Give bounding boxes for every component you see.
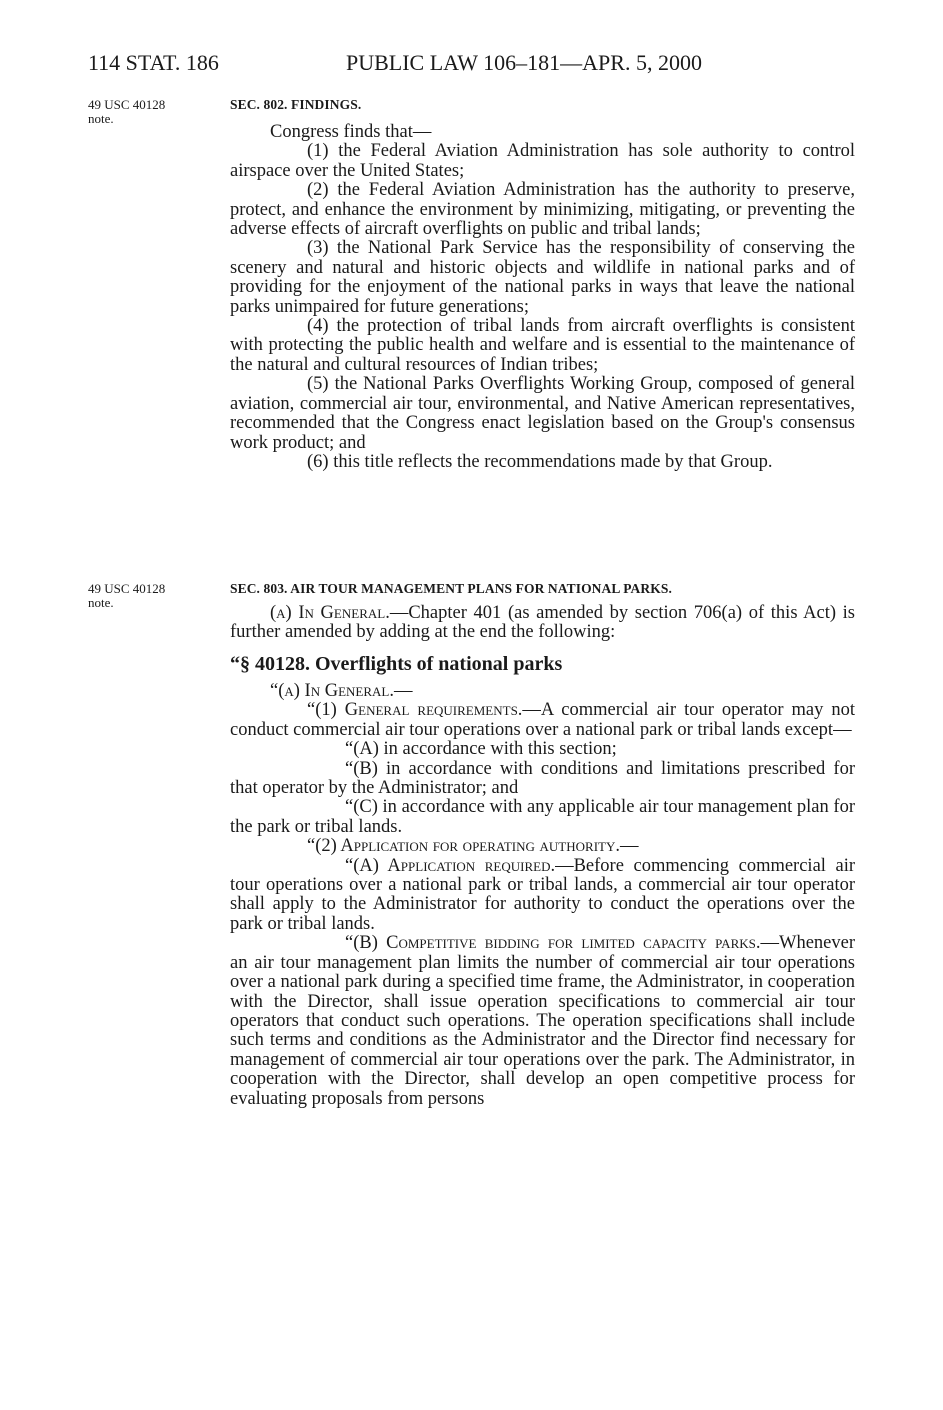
para-1-label: “(1) General requirements. [307, 700, 523, 721]
subsection-a-text: —Chapter 401 (as amended by section 706(a) of this Act) is further amended by adding at the end the following: [230, 603, 856, 643]
subsection-a-label: (a) In General. [270, 603, 390, 623]
finding-item: (4) the protection of tribal lands from aircraft overflights is consistent with protecting the public health and welfare and is essential to the maintenance of the natural and cultural resources of Indian tribes; [230, 316, 855, 375]
finding-item: (5) the National Parks Overflights Working Group, composed of general aviation, commercial air tour, environmental, and Native American representatives, recommended that the Congress enact legislation based on the Group's consensus work product; and [230, 374, 855, 453]
para-1-text: —A commercial air tour operator may not conduct commercial air tour operations over a national park or tribal lands except— [230, 700, 855, 740]
para-2-dash: — [619, 836, 639, 857]
finding-item: (1) the Federal Aviation Administration has sole authority to control airspace over the United States; [230, 141, 855, 181]
para-2b-text: —Whenever an air tour management plan limits the number of commercial air tour operations over a national park during a specified time frame, the Administrator, in cooperation with the Director, shall issue operation specifications to commercial air tour operators that conduct such operations. The operation specifications shall include such terms and conditions as the Administrator and the Director find necessary for management of commercial air tour operations over the park. The Administrator, in cooperation with the Director, shall develop an open competitive process for evaluating proposals from persons [230, 933, 855, 1109]
finding-item: (3) the National Park Service has the responsibility of conserving the scenery and natural and historic objects and wildlife in national parks and of providing for the enjoyment of the national parks in ways that leave the national parks unimpaired for future generations; [230, 238, 855, 317]
margin-note-label: note. [88, 595, 114, 610]
section-40128-body [230, 682, 855, 1109]
margin-note-2 [88, 580, 198, 612]
margin-note-1 [88, 96, 198, 128]
margin-note-label: note. [88, 111, 114, 126]
section-803-intro [230, 604, 855, 643]
para-1-item: “(B) in accordance with conditions and limitations prescribed for that operator by the Administrator; and [230, 758, 855, 799]
margin-note-citation: 49 USC 40128 [88, 581, 166, 596]
para-1-item: “(A) in accordance with this section; [345, 739, 617, 760]
margin-note-citation: 49 USC 40128 [88, 97, 166, 112]
sub-a-label: “(a) In General. [270, 681, 394, 701]
finding-item: (6) this title reflects the recommendations made by that Group. [307, 451, 773, 472]
running-head: PUBLIC LAW 106–181—APR. 5, 2000 [346, 50, 702, 75]
para-2-label: “(2) Application for operating authority. [307, 836, 620, 857]
section-802-heading: SEC. 802. FINDINGS. [230, 97, 362, 112]
page-header [88, 50, 858, 80]
section-803-heading: SEC. 803. AIR TOUR MANAGEMENT PLANS FOR NATIONAL PARKS. [230, 581, 672, 596]
para-2b-label: “(B) Competitive bidding for limited capacity parks. [345, 933, 761, 954]
section-802-body [230, 123, 855, 472]
para-1-item: “(C) in accordance with any applicable air tour management plan for the park or tribal lands. [230, 797, 855, 837]
finding-item: (2) the Federal Aviation Administration has the authority to preserve, protect, and enhance the environment by minimizing, mitigating, or preventing the adverse effects of aircraft overflights on public and tribal lands; [230, 180, 855, 240]
stat-page-number: 114 STAT. 186 [88, 50, 219, 75]
sub-a-dash: — [393, 681, 413, 701]
para-2a-text: —Before commencing commercial air tour operations over a national park or tribal lands, a commercial air tour operator shall apply to the Administrator for authority to conduct the operations over the park or tribal lands. [230, 855, 855, 934]
section-40128-title: “§ 40128. Overflights of national parks [230, 653, 563, 675]
para-2a-label: “(A) Application required. [345, 855, 556, 876]
findings-intro: Congress finds that— [270, 122, 432, 142]
